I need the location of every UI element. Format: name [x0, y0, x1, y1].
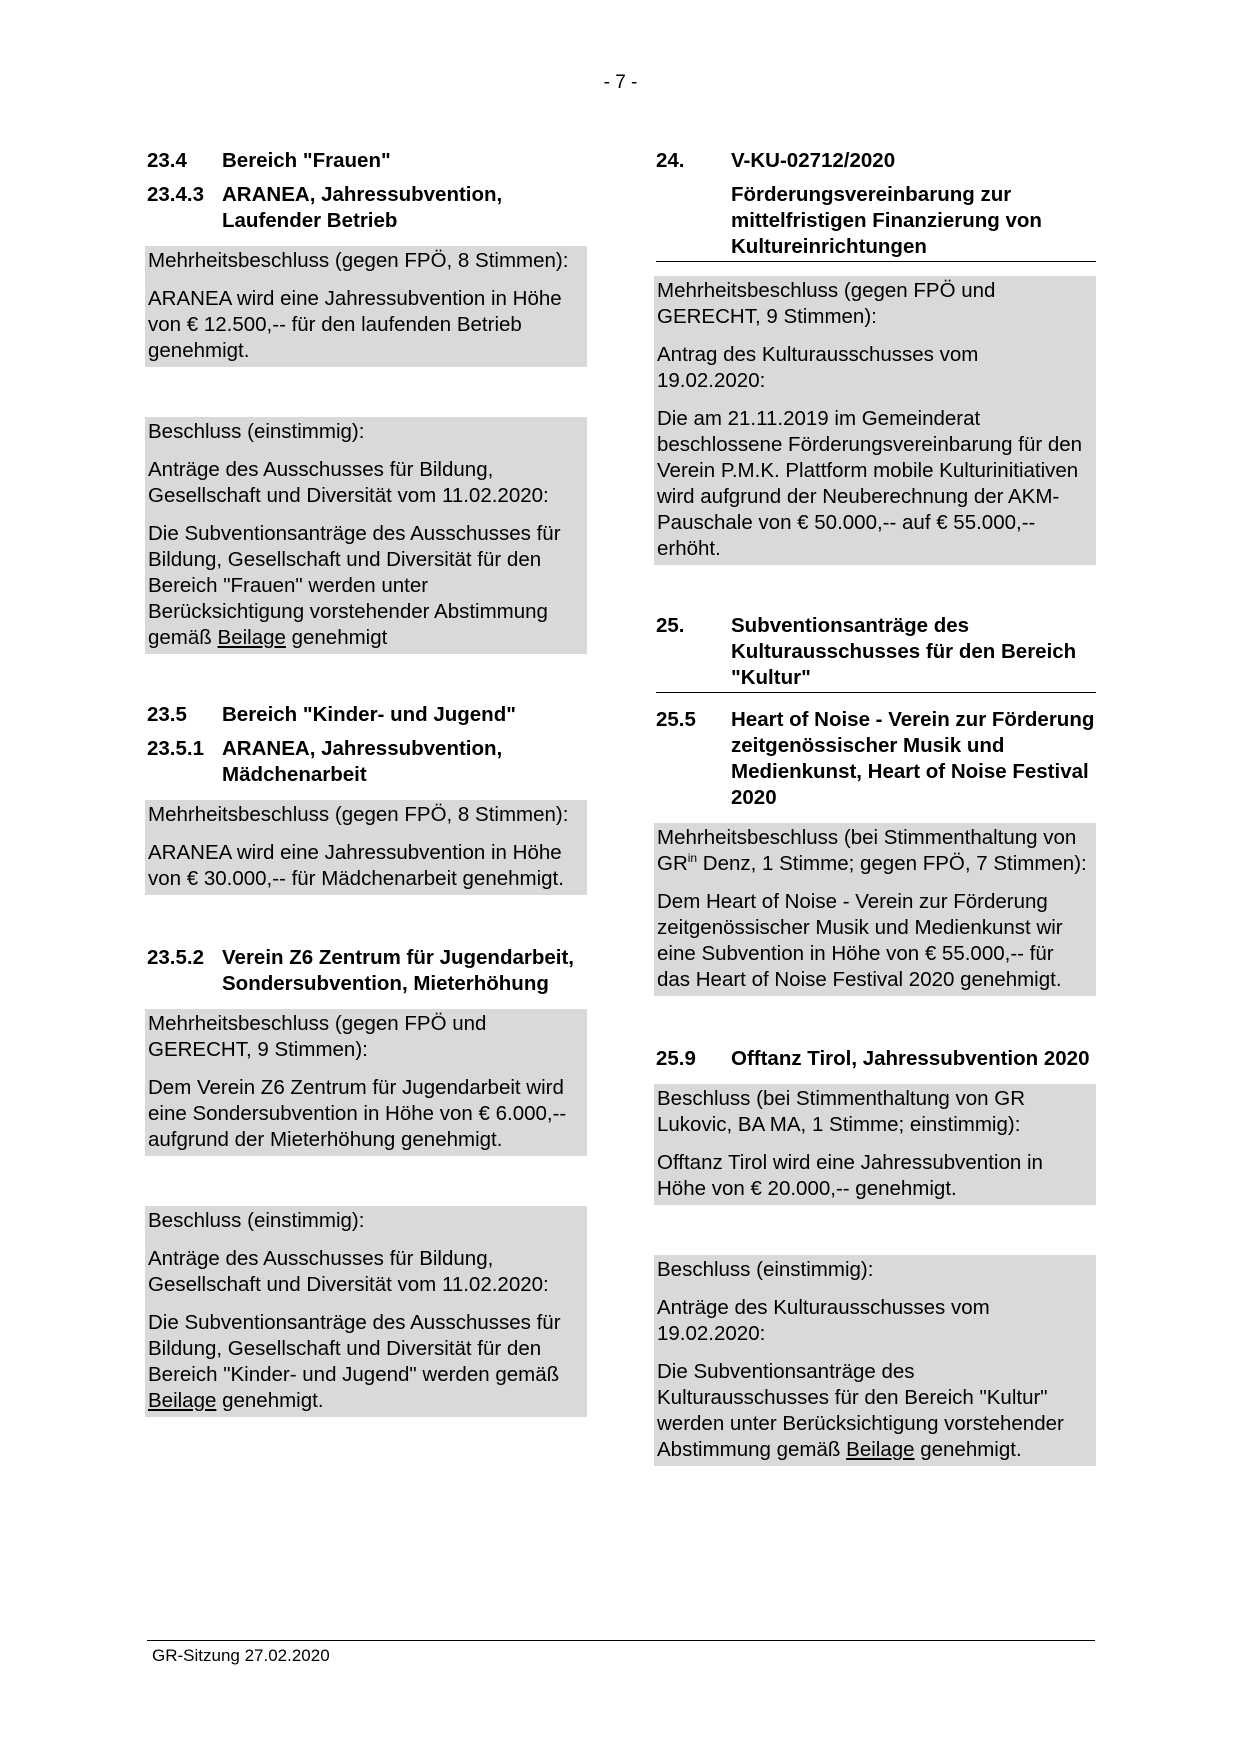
section-title: Subventionsanträge des Kulturausschusses für den Bereich "Kultur": [731, 614, 1077, 689]
resolution-body: Die am 21.11.2019 im Gemeinderat beschlossene Förderungsvereinbarung für den Verein P.M.K. Plattform mobile Kulturinitiativen wird aufgrund der Neuberechnung der AKM-Pauschale von € 50.000,-- auf € 55.000,-- erhöht.: [657, 407, 1083, 560]
resolution-body: Dem Heart of Noise - Verein zur Förderung zeitgenössischer Musik und Medienkunst wir eine Subvention in Höhe von € 55.000,-- für das Heart of Noise Festival 2020 genehmigt.: [657, 890, 1063, 991]
resolution-box-25-9: [654, 1084, 1096, 1205]
antrag-text: Anträge des Ausschusses für Bildung, Gesellschaft und Diversität vom 11.02.2020:: [148, 458, 549, 507]
section-number: 23.5: [147, 703, 187, 726]
section-number: 24.: [656, 149, 685, 172]
beilage-link[interactable]: Beilage: [846, 1438, 915, 1461]
resolution-body: Die Subventionsanträge des Ausschusses für Bildung, Gesellschaft und Diversität für den Bereich "Frauen" werden unter Berücksichtigung vorstehender Abstimmung gemäß Beilage genehmigt: [148, 522, 561, 649]
beilage-link[interactable]: Beilage: [217, 626, 286, 649]
antrag-text: Anträge des Kulturausschusses vom 19.02.2020:: [657, 1296, 990, 1345]
section-number: 23.4: [147, 149, 187, 172]
resolution-text: Mehrheitsbeschluss (gegen FPÖ, 8 Stimmen):: [148, 803, 569, 826]
resolution-text: Beschluss (einstimmig):: [148, 1209, 365, 1232]
section-number: 23.4.3: [147, 183, 204, 206]
antrag-text: Antrag des Kulturausschusses vom 19.02.2020:: [657, 343, 979, 392]
section-title: ARANEA, Jahressubvention, Mädchenarbeit: [222, 737, 503, 786]
heading-23-5-1: [147, 736, 587, 788]
resolution-body: Die Subventionsanträge des Ausschusses für Bildung, Gesellschaft und Diversität für den Bereich "Kinder- und Jugend" werden gemäß Beilage genehmigt.: [148, 1311, 561, 1412]
resolution-text: Mehrheitsbeschluss (bei Stimmenthaltung von $GR^{in}$ Denz, 1 Stimme; gegen FPÖ, 7 Stimmen):: [657, 826, 1087, 875]
section-subtitle: Förderungsvereinbarung zur mittelfristigen Finanzierung von Kultureinrichtungen: [731, 183, 1042, 258]
resolution-box-24: [654, 276, 1096, 565]
resolution-body: Die Subventionsanträge des Kulturausschusses für den Bereich "Kultur" werden unter Berücksichtigung vorstehender Abstimmung gemäß Beilage genehmigt.: [657, 1360, 1064, 1461]
resolution-box-25-5: [654, 823, 1096, 996]
resolution-text: Mehrheitsbeschluss (gegen FPÖ, 8 Stimmen):: [148, 249, 569, 272]
section-number: 23.5.2: [147, 946, 204, 969]
footer-text: GR-Sitzung 27.02.2020: [152, 1646, 330, 1665]
section-title: Verein Z6 Zentrum für Jugendarbeit, Sondersubvention, Mieterhöhung: [222, 946, 574, 995]
section-number: 25.5: [656, 708, 696, 731]
section-number: 25.: [656, 614, 685, 637]
resolution-text: Beschluss (bei Stimmenthaltung von GR Lukovic, BA MA, 1 Stimme; einstimmig):: [657, 1087, 1026, 1136]
section-number: 25.9: [656, 1047, 696, 1070]
heading-25-5: [656, 707, 1096, 811]
resolution-text: Beschluss (einstimmig):: [657, 1258, 874, 1281]
section-title: Offtanz Tirol, Jahressubvention 2020: [731, 1047, 1090, 1070]
heading-23-5-2: [147, 945, 587, 997]
resolution-box-kultur: [654, 1255, 1096, 1466]
heading-24: [656, 148, 1096, 174]
page-number: - 7 -: [603, 72, 638, 93]
resolution-box-23-5-1: [145, 800, 587, 895]
heading-24-subtitle: [656, 182, 1096, 262]
section-title: Heart of Noise - Verein zur Förderung zeitgenössischer Musik und Medienkunst, Heart of Noise Festival 2020: [731, 708, 1095, 809]
section-title: V-KU-02712/2020: [731, 149, 896, 172]
resolution-box-kinder-jugend: [145, 1206, 587, 1417]
heading-23-4: [147, 148, 587, 174]
heading-23-5: [147, 702, 587, 728]
left-column: [147, 148, 587, 1417]
right-column: [656, 148, 1096, 1466]
resolution-box-23-4-3: [145, 246, 587, 367]
section-title: Bereich "Frauen": [222, 149, 391, 172]
resolution-body: ARANEA wird eine Jahressubvention in Höhe von € 30.000,-- für Mädchenarbeit genehmigt.: [148, 841, 564, 890]
heading-25-9: [656, 1046, 1096, 1072]
resolution-body: Dem Verein Z6 Zentrum für Jugendarbeit wird eine Sondersubvention in Höhe von € 6.000,-- aufgrund der Mieterhöhung genehmigt.: [148, 1076, 567, 1151]
footer-rule: [147, 1640, 1095, 1641]
resolution-text: Beschluss (einstimmig):: [148, 420, 365, 443]
resolution-box-23-5-2: [145, 1009, 587, 1156]
resolution-body: Offtanz Tirol wird eine Jahressubvention in Höhe von € 20.000,-- genehmigt.: [657, 1151, 1043, 1200]
antrag-text: Anträge des Ausschusses für Bildung, Gesellschaft und Diversität vom 11.02.2020:: [148, 1247, 549, 1296]
section-title: ARANEA, Jahressubvention, Laufender Betrieb: [222, 183, 503, 232]
resolution-body: ARANEA wird eine Jahressubvention in Höhe von € 12.500,-- für den laufenden Betrieb genehmigt.: [148, 287, 562, 362]
heading-23-4-3: [147, 182, 587, 234]
section-number: 23.5.1: [147, 737, 204, 760]
beilage-link[interactable]: Beilage: [148, 1389, 217, 1412]
heading-25: [656, 613, 1096, 693]
resolution-text: Mehrheitsbeschluss (gegen FPÖ und GERECHT, 9 Stimmen):: [148, 1012, 487, 1061]
section-title: Bereich "Kinder- und Jugend": [222, 703, 516, 726]
resolution-box-frauen: [145, 417, 587, 654]
resolution-text: Mehrheitsbeschluss (gegen FPÖ und GERECHT, 9 Stimmen):: [657, 279, 996, 328]
